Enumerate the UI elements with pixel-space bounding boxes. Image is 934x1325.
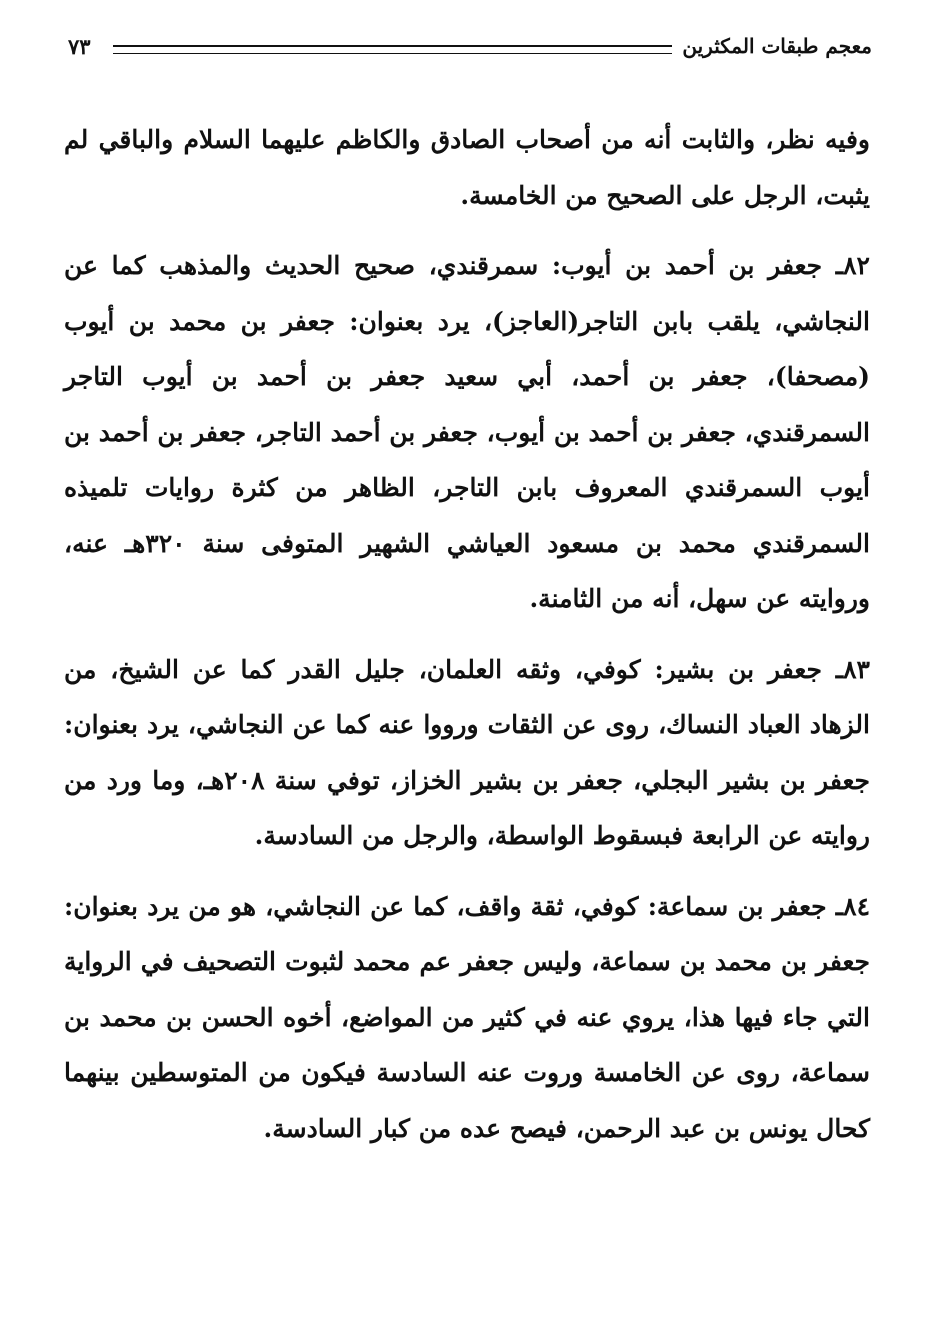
entry-82 [64, 238, 870, 627]
tier-label: الثامنة. [529, 584, 603, 613]
entry-heading: ٨٤ـ جعفر بن سماعة: [647, 891, 870, 921]
running-header [62, 28, 872, 64]
tier-label: السادسة. [254, 821, 354, 850]
entry-84 [64, 879, 870, 1157]
entry-text: كوفي، وثقه العلمان، جليل القدر كما عن الشيخ، من الزهاد العباد النساك، روى عن الثقات ورووا عنه كما عن النجاشي، يرد بعنوان: جعفر بن بشير البجلي، جعفر بن بشير الخزاز، توفي سنة ٢٠٨هـ، وما ورد من روايته عن الرابعة فبسقوط الواسطة، والرجل من [64, 654, 871, 850]
paragraph-text: وفيه نظر، والثابت أنه من أصحاب الصادق والكاظم عليهما السلام والباقي لم يثبت، الرجل على الصحيح من [64, 125, 870, 210]
entry-heading: ٨٣ـ جعفر بن بشير: [654, 654, 870, 684]
tier-label: السادسة. [263, 1113, 363, 1143]
entry-text: كوفي، ثقة واقف، كما عن النجاشي، هو من يرد بعنوان: جعفر بن محمد بن سماعة، وليس جعفر عم محمد لثبوت التصحيف في الرواية التي جاء فيها هذا، يروي عنه في كثير من المواضع، أخوه الحسن بن محمد بن سماعة، روى عن الخامسة وروت عنه السادسة فيكون من المتوسطين بينهما كحال يونس بن عبد الرحمن، فيصح عده من كبار [64, 891, 870, 1143]
entry-83 [64, 642, 870, 864]
tier-label: الخامسة. [460, 180, 557, 210]
paragraph-continuation [64, 112, 870, 223]
header-title: معجم طبقات المكثرين [682, 34, 872, 58]
body-text [64, 112, 870, 1156]
entry-text: سمرقندي، صحيح الحديث والمذهب كما عن النجاشي، يلقب بابن التاجر(العاجز)، يرد بعنوان: جعفر بن محمد بن أيوب (مصحفا)، جعفر بن أحمد، أبي سعيد جعفر بن أحمد بن أيوب التاجر السمرقندي، جعفر بن أحمد بن أيوب، جعفر بن أحمد التاجر، جعفر بن أحمد بن أيوب السمرقندي المعروف بابن التاجر، الظاهر من كثرة روايات تلميذه السمرقندي محمد بن مسعود العياشي الشهير المتوفى سنة ٣٢٠هـ عنه، وروايته عن سهل، أنه من [64, 251, 870, 613]
page-number: ٧٣ [68, 33, 91, 59]
entry-heading: ٨٢ـ جعفر بن أحمد بن أيوب: [551, 251, 870, 280]
header-rule [113, 45, 673, 54]
